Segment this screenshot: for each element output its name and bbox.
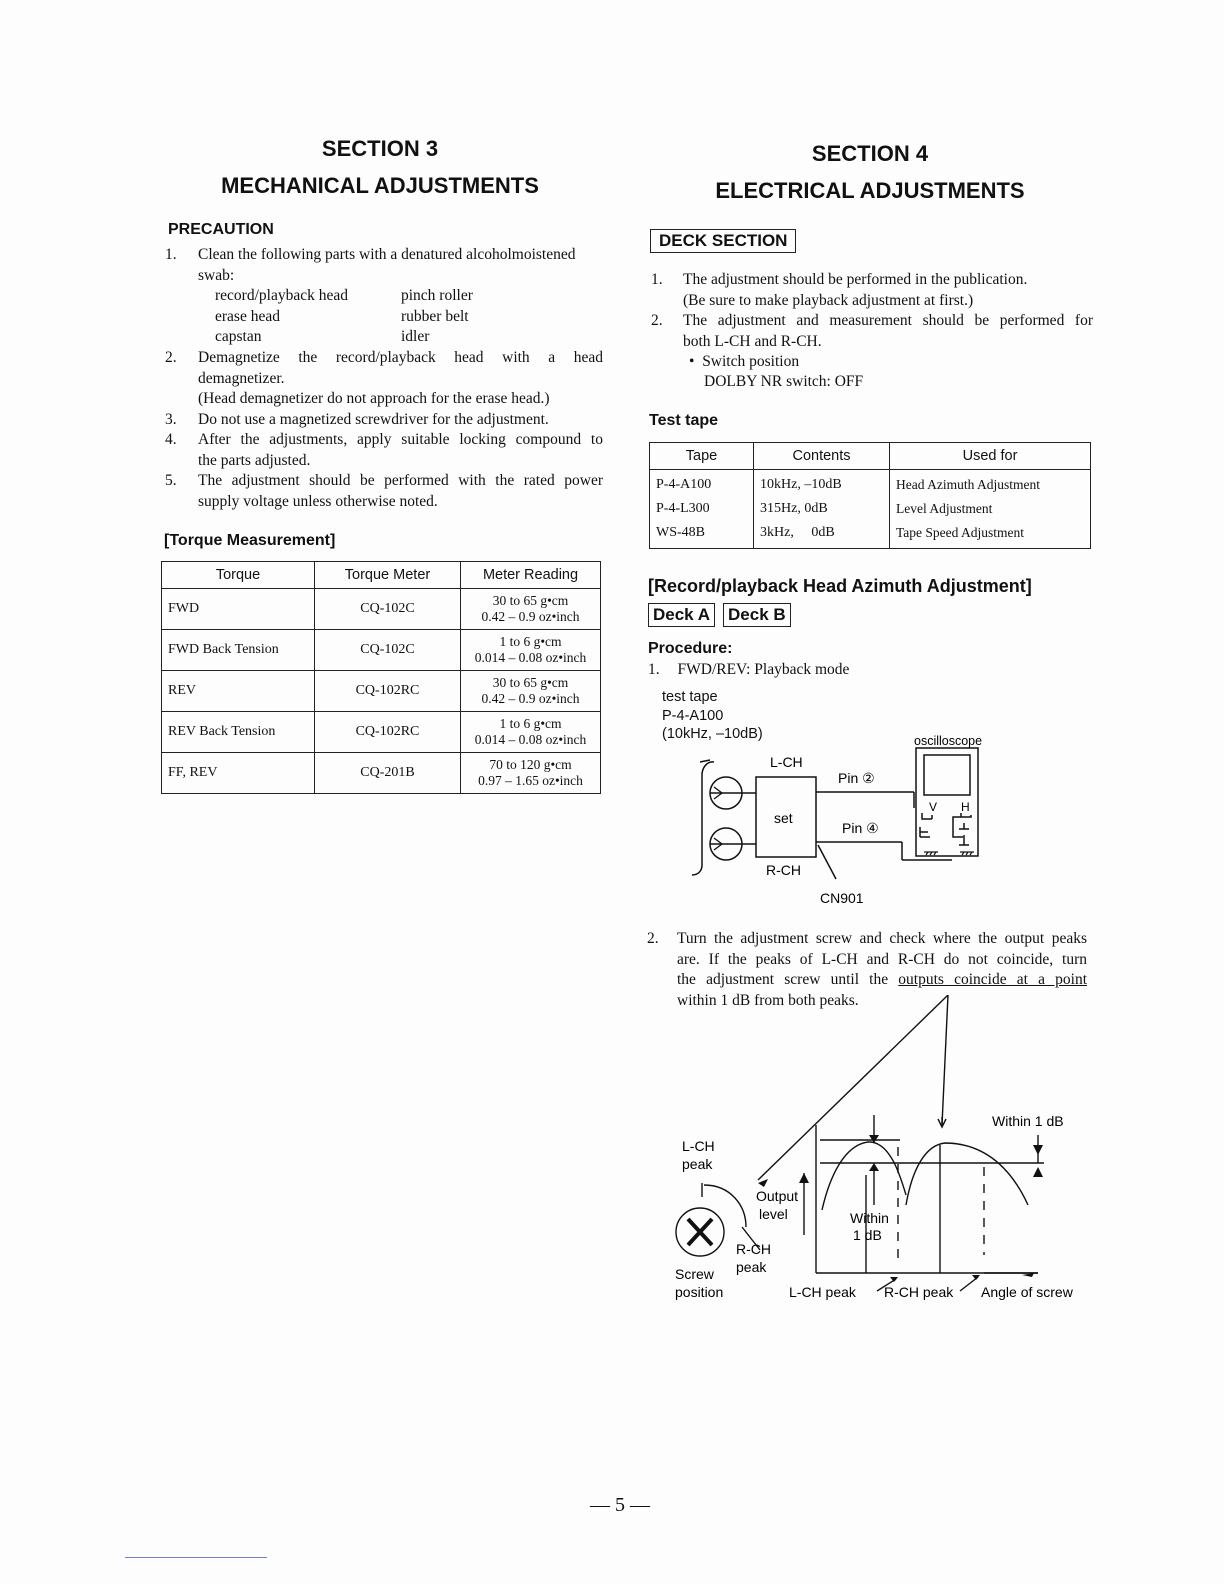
table-header: Torque — [162, 562, 315, 589]
tape-contents: 315Hz, 0dB — [760, 501, 828, 516]
rch-peak-label: R-CH — [736, 1241, 771, 1257]
table-cell: CQ-102C — [315, 630, 461, 671]
step-line: are. If the peaks of L-CH and R-CH do not coincide, turn — [677, 950, 1087, 968]
deck-labels — [648, 603, 791, 627]
right-section-title: ELECTRICAL ADJUSTMENTS — [715, 178, 1025, 203]
tape-contents: 10kHz, –10dB — [760, 477, 842, 492]
tape-contents: 3kHz, 0dB — [760, 525, 835, 540]
step-text: FWD/REV: Playback mode — [677, 661, 850, 678]
table-cell: FF, REV — [162, 753, 315, 794]
list-item-line: The adjustment and measurement should be performed for — [683, 312, 1093, 329]
diagram-rch-label: R-CH — [766, 862, 801, 878]
screw-position-label: position — [675, 1284, 724, 1300]
torque-table — [161, 561, 601, 794]
table-cell — [461, 712, 601, 753]
table-row — [162, 753, 601, 794]
table-cell — [754, 470, 890, 549]
connection-diagram — [680, 725, 1000, 915]
lch-peak-label: L-CH — [682, 1138, 715, 1154]
axis-rch-peak-label: R-CH peak — [884, 1284, 954, 1300]
reading-line: 0.42 – 0.9 oz•inch — [481, 691, 580, 706]
within-inner-label: 1 dB — [853, 1227, 882, 1243]
lch-curve — [822, 1142, 906, 1210]
table-row — [162, 589, 601, 630]
table-cell — [650, 470, 754, 549]
deck-a-label: Deck A — [648, 603, 715, 627]
axis-lch-peak-label: L-CH peak — [789, 1284, 856, 1300]
step-line: Turn the adjustment screw and check where the output peaks — [677, 930, 1087, 947]
table-cell: FWD Back Tension — [162, 630, 315, 671]
precaution-list — [165, 245, 605, 515]
reading-line: 0.014 – 0.08 oz•inch — [474, 650, 587, 665]
list-item-number: 4. — [165, 431, 177, 448]
list-item-line: (Be sure to make playback adjustment at first.) — [683, 291, 974, 309]
deck-section-list — [651, 270, 1093, 395]
step-number: 2. — [647, 930, 659, 947]
table-cell — [461, 630, 601, 671]
list-item-line: Demagnetize the record/playback head with a head — [198, 349, 603, 366]
diagram-pin4-label: Pin ④ — [842, 820, 879, 836]
pointer-line — [758, 995, 948, 1180]
table-cell — [461, 671, 601, 712]
within-inner-label: Within — [850, 1210, 889, 1226]
tape-name: P-4-L300 — [656, 501, 710, 516]
part-name: record/playback head — [215, 287, 348, 304]
reading-line: 30 to 65 g•cm — [492, 675, 569, 690]
parts-list — [215, 286, 515, 348]
tape-used-for: Level Adjustment — [896, 501, 993, 516]
list-item-line: The adjustment should be performed in the publication. — [683, 271, 1028, 288]
table-row — [162, 671, 601, 712]
part-name: rubber belt — [401, 307, 469, 325]
part-name: capstan — [215, 328, 262, 345]
precaution-heading: PRECAUTION — [168, 221, 274, 238]
output-level-label: level — [759, 1206, 788, 1222]
diagram-lch-label: L-CH — [770, 754, 803, 770]
reading-line: 0.42 – 0.9 oz•inch — [481, 609, 580, 624]
test-tape-table — [649, 442, 1091, 549]
tape-used-for: Head Azimuth Adjustment — [896, 477, 1040, 492]
table-header: Tape — [650, 443, 754, 470]
table-header: Meter Reading — [461, 562, 601, 589]
switch-setting: DOLBY NR switch: OFF — [704, 373, 864, 390]
note-line: test tape — [662, 689, 718, 705]
diagram-v-label: V — [929, 800, 938, 814]
table-cell: REV — [162, 671, 315, 712]
table-cell — [461, 589, 601, 630]
diagram-pin2-label: Pin ② — [838, 770, 875, 786]
list-item-line: demagnetizer. — [198, 369, 285, 387]
step-number: 1. — [648, 661, 660, 678]
table-row — [650, 470, 1091, 549]
list-item-line: swab: — [198, 266, 235, 284]
switch-bullet: • Switch position — [689, 353, 800, 370]
table-row — [162, 630, 601, 671]
table-row — [162, 712, 601, 753]
list-item-line: Clean the following parts with a denatured alcoholmoistened — [198, 246, 576, 263]
table-header: Torque Meter — [315, 562, 461, 589]
table-cell: CQ-201B — [315, 753, 461, 794]
diagram-oscilloscope-label: oscilloscope — [914, 734, 983, 748]
table-header-row — [162, 562, 601, 589]
step-line-part: the adjustment screw until the — [677, 971, 889, 988]
reading-line: 0.97 – 1.65 oz•inch — [478, 773, 583, 788]
tape-name: WS-48B — [656, 525, 705, 540]
rch-peak-label: peak — [736, 1259, 767, 1275]
deck-section-text: DECK SECTION — [650, 229, 796, 253]
list-item-number: 1. — [651, 271, 663, 288]
switch-bullet-text: Switch position — [702, 353, 800, 370]
list-item-line: After the adjustments, apply suitable locking compound to — [198, 431, 603, 448]
rch-curve — [906, 1143, 1028, 1205]
part-name: erase head — [215, 307, 280, 325]
test-tape-heading: Test tape — [649, 412, 719, 429]
list-item-line: Do not use a magnetized screwdriver for the adjustment. — [198, 411, 549, 428]
list-item-line: the parts adjusted. — [198, 451, 311, 469]
list-item-number: 2. — [651, 312, 663, 329]
table-cell: CQ-102C — [315, 589, 461, 630]
deck-section-label — [650, 229, 796, 253]
deck-b-label: Deck B — [723, 603, 791, 627]
azimuth-diagram — [660, 995, 1100, 1315]
list-item-line: supply voltage unless otherwise noted. — [198, 492, 438, 510]
table-cell: CQ-102RC — [315, 671, 461, 712]
footer-rule — [125, 1557, 267, 1558]
list-item-number: 2. — [165, 349, 177, 366]
table-cell: REV Back Tension — [162, 712, 315, 753]
list-item-number: 5. — [165, 472, 177, 489]
reading-line: 0.014 – 0.08 oz•inch — [474, 732, 587, 747]
left-section-number: SECTION 3 — [321, 136, 439, 161]
table-header: Contents — [754, 443, 890, 470]
left-section-title: MECHANICAL ADJUSTMENTS — [221, 173, 539, 198]
note-line: (10kHz, –10dB) — [662, 726, 763, 742]
screw-position-label: Screw — [675, 1266, 714, 1282]
within-top-label: Within 1 dB — [992, 1113, 1064, 1129]
diagram-cn-label: CN901 — [820, 890, 864, 906]
step-underlined: outputs coincide at a point — [898, 971, 1088, 988]
list-item-line: The adjustment should be performed with the rated power — [198, 472, 603, 489]
table-header-row — [650, 443, 1091, 470]
table-cell — [461, 753, 601, 794]
step-line — [677, 970, 1087, 991]
tape-name: P-4-A100 — [656, 477, 712, 492]
tape-path — [692, 762, 714, 875]
procedure-heading: Procedure: — [648, 640, 733, 657]
oscilloscope-screen — [924, 755, 970, 795]
note-line: P-4-A100 — [662, 707, 724, 724]
list-item-line: (Head demagnetizer do not approach for the erase head.) — [198, 390, 550, 407]
reading-line: 1 to 6 g•cm — [499, 716, 562, 731]
diagram-set-label: set — [774, 810, 793, 826]
page-number: — 5 — — [590, 1494, 650, 1516]
torque-heading: [Torque Measurement] — [164, 532, 336, 549]
right-section-number: SECTION 4 — [811, 141, 929, 166]
reading-line: 30 to 65 g•cm — [492, 593, 569, 608]
reading-line: 70 to 120 g•cm — [489, 757, 572, 772]
azimuth-heading: [Record/playback Head Azimuth Adjustment] — [648, 576, 1032, 596]
table-cell: FWD — [162, 589, 315, 630]
list-item-line: both L-CH and R-CH. — [683, 332, 822, 350]
diagram-h-label: H — [961, 800, 970, 814]
list-item-number: 3. — [165, 411, 177, 428]
output-level-label: Output — [756, 1188, 799, 1204]
step-line: within 1 dB from both peaks. — [677, 991, 859, 1009]
procedure-step-1 — [648, 660, 849, 681]
axis-angle-label: Angle of screw — [981, 1284, 1073, 1300]
table-cell: CQ-102RC — [315, 712, 461, 753]
table-header: Used for — [890, 443, 1091, 470]
tape-used-for: Tape Speed Adjustment — [896, 525, 1025, 540]
table-cell — [890, 470, 1091, 549]
part-name: pinch roller — [401, 287, 473, 304]
reading-line: 1 to 6 g•cm — [499, 634, 562, 649]
list-item-number: 1. — [165, 246, 177, 263]
part-name: idler — [401, 328, 430, 345]
lch-peak-label: peak — [682, 1156, 713, 1172]
pointer-line — [942, 995, 948, 1125]
